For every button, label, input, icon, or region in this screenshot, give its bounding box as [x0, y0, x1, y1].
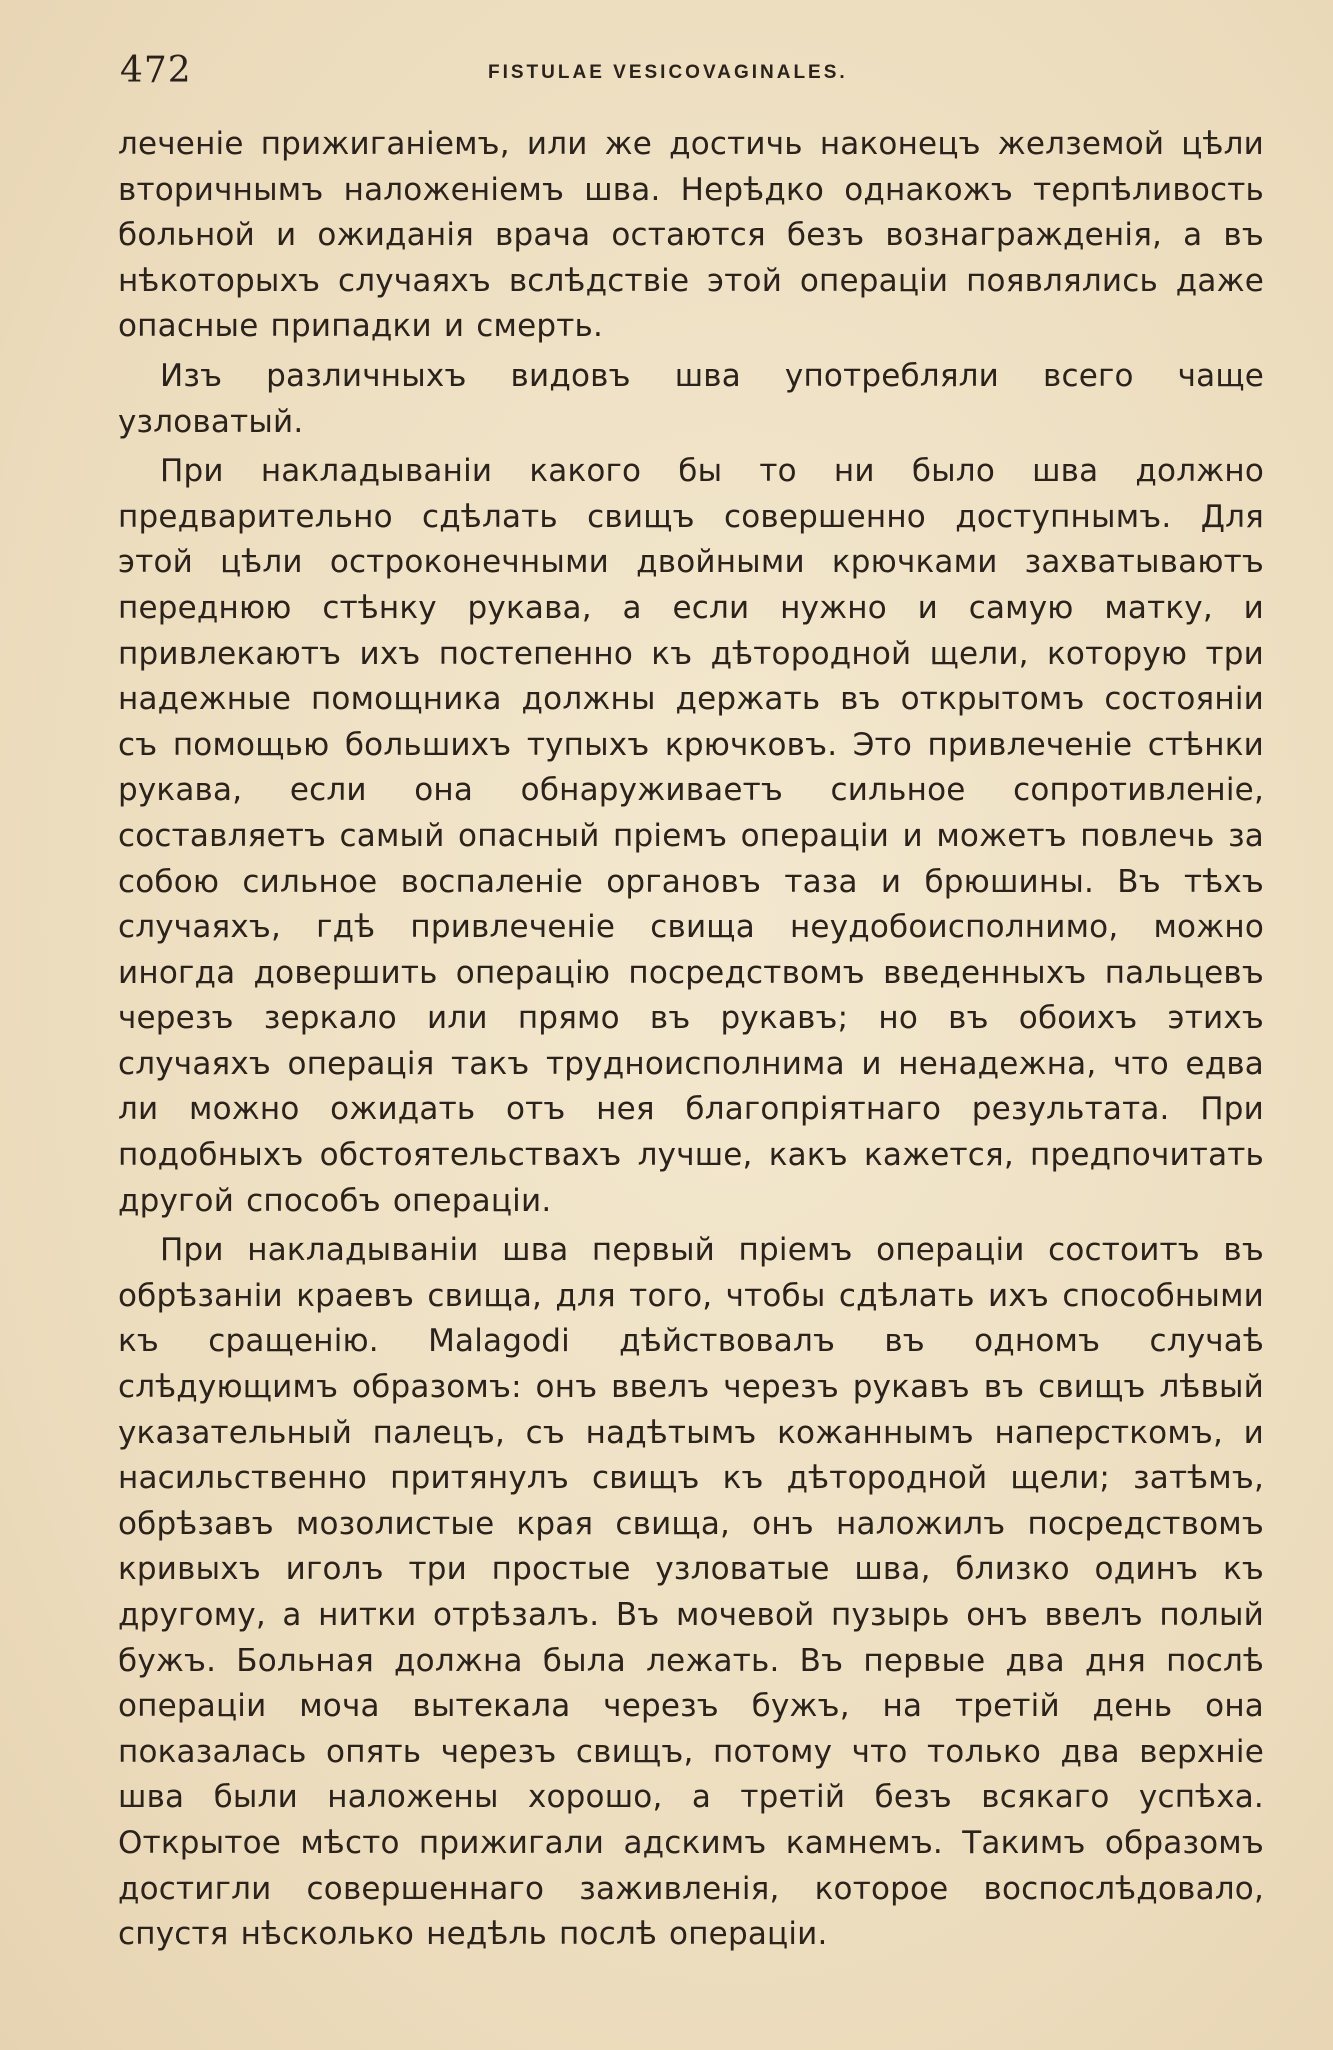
paragraph-malagodi-method: При накладываніи шва первый пріемъ операціи состоитъ въ обрѣзаніи краевъ свища, для того, чтобы сдѣлать ихъ способными къ сращенію. Malagodi дѣйствовалъ въ одномъ случаѣ слѣдующимъ образомъ: онъ ввелъ черезъ рукавъ въ свищъ лѣвый указательный палецъ, съ надѣтымъ кожаннымъ наперсткомъ, и насильственно притянулъ свищъ къ дѣтородной щели; затѣмъ, обрѣзавъ мозолистые края свища, онъ наложилъ посредствомъ кривыхъ иголъ три простые узловатые шва, близко одинъ къ другому, а нитки отрѣзалъ. Въ мочевой пузырь онъ ввелъ полый бужъ. Больная должна была лежать. Въ первые два дня послѣ операціи моча вытекала черезъ бужъ, на третій день она показалась опять черезъ свищъ, потому что только два верхніе шва были наложены хорошо, а третій безъ всякаго успѣха. Открытое мѣсто прижигали адскимъ камнемъ. Такимъ образомъ достигли совершеннаго заживленія, которое воспослѣдовало, спустя нѣсколько недѣль послѣ операціи. [118, 1232, 1264, 1953]
running-head [120, 50, 1270, 100]
text-body [118, 122, 1264, 1958]
paragraph-suture-types: Изъ различныхъ видовъ шва употребляли всего чаще узловатый. [118, 357, 1264, 440]
paragraph-continuation: леченіе прижиганіемъ, или же достичь наконецъ желземой цѣли вторичнымъ наложеніемъ шва. Нерѣдко однакожъ терпѣливость больной и ожиданія врача остаются безъ вознагражденія, а въ нѣкоторыхъ случаяхъ вслѣдствіе этой операціи появлялись даже опасные припадки и смерть. [118, 126, 1264, 345]
running-title: FISTULAE VESICOVAGINALES. [488, 62, 848, 83]
page-number: 472 [120, 50, 192, 91]
paragraph-suture-preparation: При накладываніи какого бы то ни было шва должно предварительно сдѣлать свищъ совершенно доступнымъ. Для этой цѣли остроконечными двойными крючками захватываютъ переднюю стѣнку рукава, а если нужно и самую матку, и привлекаютъ ихъ постепенно къ дѣтородной щели, которую три надежные помощника должны держать въ открытомъ состояніи съ помощью большихъ тупыхъ крючковъ. Это привлеченіе стѣнки рукава, если она обнаруживаетъ сильное сопротивленіе, составляетъ самый опасный пріемъ операціи и можетъ повлечь за собою сильное воспаленіе органовъ таза и брюшины. Въ тѣхъ случаяхъ, гдѣ привлеченіе свища неудобоисполнимо, можно иногда довершить операцію посредствомъ введенныхъ пальцевъ черезъ зеркало или прямо въ рукавъ; но въ обоихъ этихъ случаяхъ операція такъ трудноисполнима и ненадежна, что едва ли можно ожидать отъ нея благопріятнаго результата. При подобныхъ обстоятельствахъ лучше, какъ кажется, предпочитать другой способъ операціи. [118, 453, 1264, 1219]
